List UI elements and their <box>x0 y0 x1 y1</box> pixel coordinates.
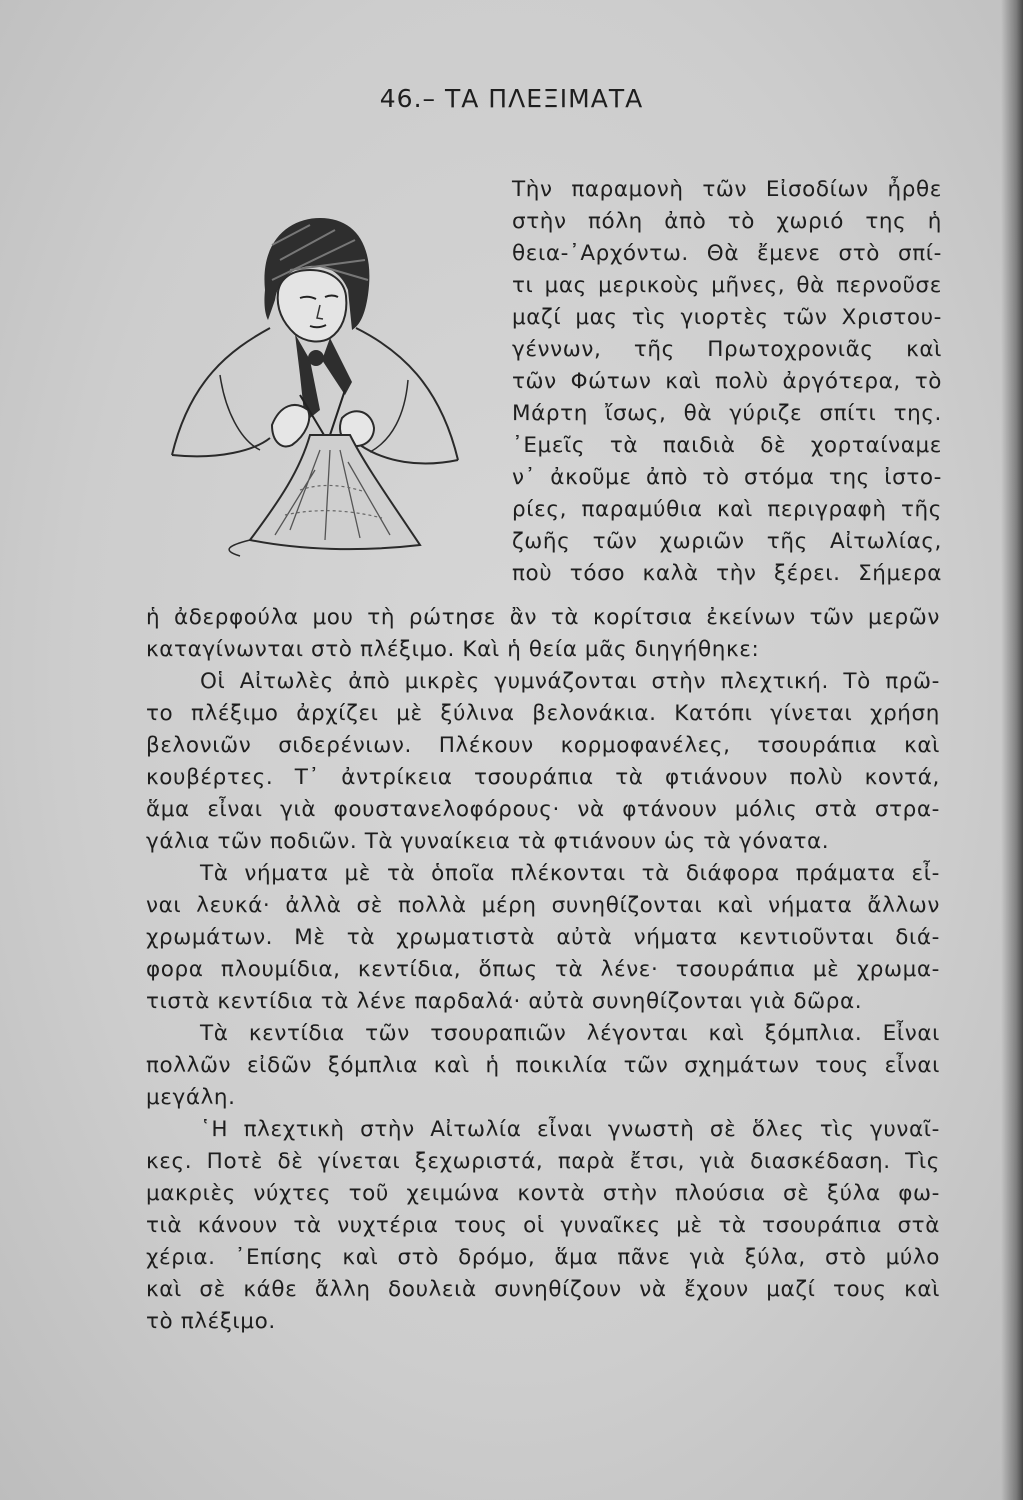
text-line: καὶ σὲ κάθε ἄλλη δουλειὰ συνηθίζουν νὰ ἔχουν μαζί τους καὶ <box>146 1277 940 1302</box>
text-line: ῾Η πλεχτικὴ στὴν Αἰτωλία εἶναι γνωστὴ σὲ ὅλες τὶς γυναῖ- <box>200 1117 940 1142</box>
text-line: ἡ ἀδερφούλα μου τὴ ρώτησε ἂν τὰ κορίτσια ἐκείνων τῶν μερῶν <box>146 605 940 630</box>
text-line: ποὺ τόσο καλὰ τὴν ξέρει. Σήμερα <box>512 561 942 586</box>
text-line: ᾿Εμεῖς τὰ παιδιὰ δὲ χορταίναμε <box>512 433 942 458</box>
text-line: μακριὲς νύχτες τοῦ χειμώνα κοντὰ στὴν πλούσια σὲ ξύλα φω- <box>146 1181 940 1206</box>
text-line: βελονιῶν σιδερένιων. Πλέκουν κορμοφανέλες, τσουράπια καὶ <box>146 733 940 758</box>
text-line: πολλῶν εἰδῶν ξόμπλια καὶ ἡ ποικιλία τῶν σχημάτων τους εἶναι <box>146 1053 940 1078</box>
text-line: καταγίνωνται στὸ πλέξιμο. Καὶ ἡ θεία μᾶς διηγήθηκε: <box>146 637 760 662</box>
text-line: κες. Ποτὲ δὲ γίνεται ξεχωριστά, παρὰ ἔτσι, γιὰ διασκέδαση. Τὶς <box>146 1149 940 1174</box>
text-line: γέννων, τῆς Πρωτοχρονιᾶς καὶ <box>512 337 942 362</box>
text-line: ἅμα εἶναι γιὰ φουστανελοφόρους· νὰ φτάνουν μόλις στὰ στρα- <box>146 797 940 822</box>
text-line: τῶν Φώτων καὶ πολὺ ἀργότερα, τὸ <box>512 369 942 394</box>
text-line: τιὰ κάνουν τὰ νυχτέρια τους οἱ γυναῖκες μὲ τὰ τσουράπια στὰ <box>146 1213 940 1238</box>
text-line: Τὴν παραμονὴ τῶν Εἰσοδίων ἦρθε <box>512 177 942 202</box>
text-line: χέρια. ᾿Επίσης καὶ στὸ δρόμο, ἅμα πᾶνε γιὰ ξύλα, στὸ μύλο <box>146 1245 940 1270</box>
text-line: ρίες, παραμύθια καὶ περιγραφὴ τῆς <box>512 497 942 522</box>
text-line: τι μας μερικοὺς μῆνες, θὰ περνοῦσε <box>512 273 942 298</box>
text-line: Τὰ κεντίδια τῶν τσουραπιῶν λέγονται καὶ ξόμπλια. Εἶναι <box>200 1021 940 1046</box>
text-line: ν᾿ ἀκοῦμε ἀπὸ τὸ στόμα της ἰστο- <box>512 465 942 490</box>
text-line: Τὰ νήματα μὲ τὰ ὁποῖα πλέκονται τὰ διάφορα πράματα εἶ- <box>200 861 940 886</box>
text-line: κουβέρτες. Τ᾿ ἀντρίκεια τσουράπια τὰ φτιάνουν πολὺ κοντά, <box>146 765 940 790</box>
text-line: φορα πλουμίδια, κεντίδια, ὅπως τὰ λένε· τσουράπια μὲ χρωμα- <box>146 957 940 982</box>
text-line: Οἱ Αἰτωλὲς ἀπὸ μικρὲς γυμνάζονται στὴν πλεχτική. Τὸ πρῶ- <box>200 669 940 694</box>
text-line: ζωῆς τῶν χωριῶν τῆς Αἰτωλίας, <box>512 529 942 554</box>
text-line: μεγάλη. <box>146 1085 236 1110</box>
chapter-title: 46.– ΤΑ ΠΛΕΞΙΜΑΤΑ <box>379 84 644 113</box>
text-line: ναι λευκά· ἀλλὰ σὲ πολλὰ μέρη συνηθίζονται καὶ νήματα ἄλλων <box>146 893 940 918</box>
woman-knitting-illustration <box>160 200 490 580</box>
text-line: γάλια τῶν ποδιῶν. Τὰ γυναίκεια τὰ φτιάνουν ὡς τὰ γόνατα. <box>146 829 830 854</box>
text-line: το πλέξιμο ἀρχίζει μὲ ξύλινα βελονάκια. Κατόπι γίνεται χρήση <box>146 701 940 726</box>
text-line: μαζί μας τὶς γιορτὲς τῶν Χριστου- <box>512 305 942 330</box>
text-line: χρωμάτων. Μὲ τὰ χρωματιστὰ αὐτὰ νήματα κεντιοῦνται διά- <box>146 925 940 950</box>
text-line: Μάρτη ἴσως, θὰ γύριζε σπίτι της. <box>512 401 942 426</box>
text-line: τιστὰ κεντίδια τὰ λένε παρδαλά· αὐτὰ συνηθίζονται γιὰ δῶρα. <box>146 989 863 1014</box>
text-line: θεια-᾿Αρχόντω. Θὰ ἔμενε στὸ σπί- <box>512 241 942 266</box>
page-edge-shadow <box>1001 0 1023 1500</box>
text-line: στὴν πόλη ἀπὸ τὸ χωριό της ἡ <box>512 209 942 234</box>
text-line: τὸ πλέξιμο. <box>146 1309 276 1334</box>
